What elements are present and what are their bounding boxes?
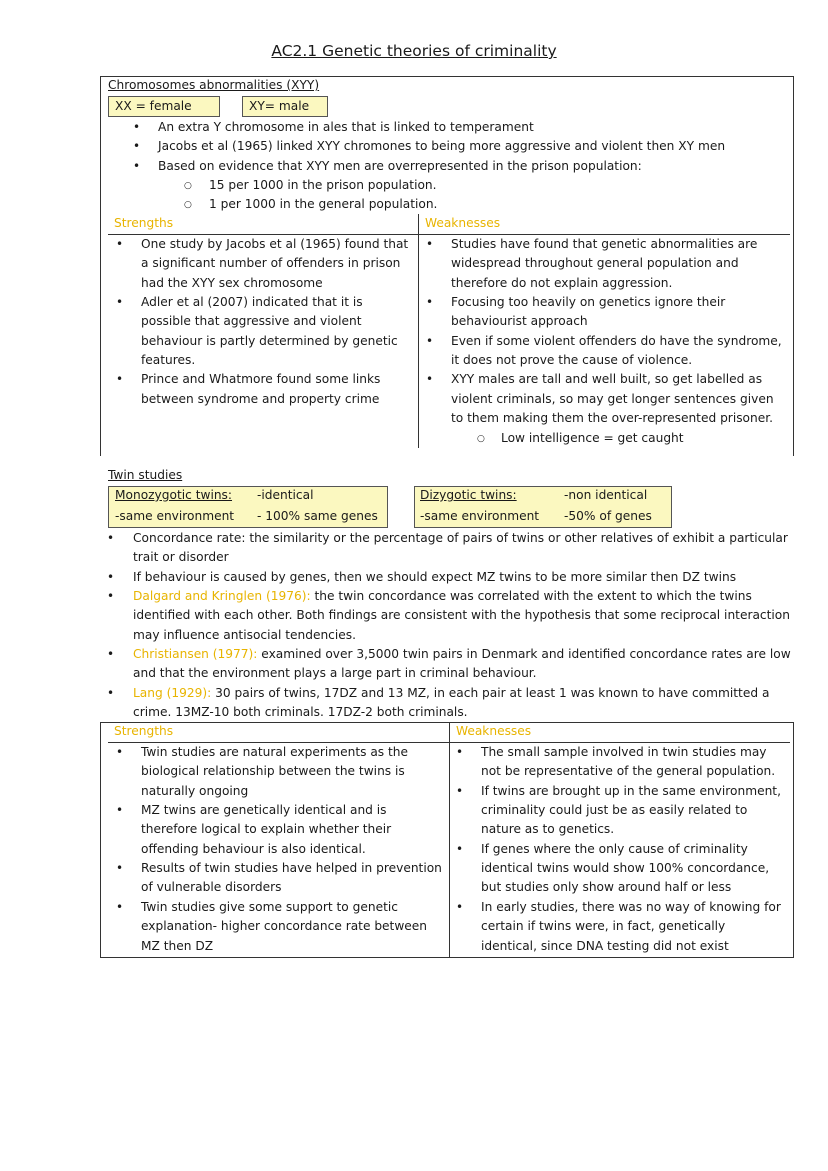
- twin-column-divider: [449, 722, 450, 958]
- twin-strength-line: naturally ongoing: [141, 783, 249, 798]
- mz-label: Monozygotic twins:: [115, 488, 233, 502]
- bullet-icon: •: [116, 861, 124, 876]
- twin-bullet-line: [133, 684, 769, 703]
- mz-type: -identical: [257, 488, 314, 502]
- twin-strength-line: Results of twin studies have helped in prevention: [141, 861, 442, 876]
- xyy-strength-line: had the XYY sex chromosome: [141, 275, 323, 290]
- twin-strength-line: MZ twins are genetically identical and is: [141, 803, 387, 818]
- xyy-weakness-line: violent criminals, so may get longer sentences given: [451, 391, 774, 406]
- xyy-strength-line: between syndrome and property crime: [141, 391, 380, 406]
- twin-strength-line: Twin studies are natural experiments as the: [141, 745, 409, 759]
- bullet-icon: •: [116, 899, 124, 914]
- xyy-weakness-line: Even if some violent offenders do have the syndrome,: [451, 333, 782, 348]
- xyy-strength-line: features.: [141, 353, 196, 368]
- twin-weakness-line: identical twins would show 100% concordance,: [481, 861, 770, 876]
- page-title: AC2.1 Genetic theories of criminality: [271, 42, 557, 60]
- dz-environment: -same environment: [420, 509, 540, 523]
- bullet-icon: •: [133, 158, 141, 173]
- bullet-icon: •: [116, 745, 124, 759]
- twin-bullet-line: [133, 587, 752, 606]
- bullet-icon: •: [107, 531, 115, 545]
- bullet-icon: •: [107, 685, 115, 700]
- twin-weakness-line: identical, since DNA testing did not exist: [481, 938, 729, 953]
- xyy-strength-line: One study by Jacobs et al (1965) found that: [141, 237, 409, 251]
- xyy-sub-bullet: 1 per 1000 in the general population.: [209, 197, 438, 212]
- twin-bullet-line: Concordance rate: the similarity or the percentage of pairs of twins or other relatives of exhibit a particular: [133, 531, 788, 545]
- xyy-heading: Chromosomes abnormalities (XYY): [108, 78, 320, 92]
- study-description: 30 pairs of twins, 17DZ and 13 MZ, in each pair at least 1 was known to have committed a: [211, 685, 770, 700]
- twin-bullet-line: and that the environment plays a large part in criminal behaviour.: [133, 666, 537, 681]
- study-reference: Dalgard and Kringlen (1976):: [133, 589, 311, 604]
- xyy-strength-line: a significant number of offenders in prison: [141, 256, 401, 271]
- twin-weakness-line: If twins are brought up in the same environment,: [481, 783, 781, 798]
- dz-type: -non identical: [564, 488, 648, 502]
- twin-strength-line: biological relationship between the twins is: [141, 764, 405, 779]
- dz-label: Dizygotic twins:: [420, 488, 517, 502]
- xyy-weakness-line: XYY males are tall and well built, so get labelled as: [451, 372, 763, 387]
- mz-genes: - 100% same genes: [257, 509, 378, 523]
- xyy-weakness-line: widespread throughout general population and: [451, 256, 739, 271]
- twin-strength-line: Twin studies give some support to genetic: [141, 899, 398, 914]
- xyy-sub-bullet: 15 per 1000 in the prison population.: [209, 178, 437, 193]
- twin-weakness-line: not be representative of the general population.: [481, 764, 776, 779]
- twin-bullet-line: crime. 13MZ-10 both criminals. 17DZ-2 both criminals.: [133, 705, 468, 720]
- twin-heading: Twin studies: [108, 468, 183, 482]
- bullet-icon: •: [133, 139, 141, 154]
- xyy-weaknesses-label: Weaknesses: [425, 216, 501, 230]
- xx-female-box: XX = female: [108, 96, 220, 117]
- twin-bullet-line: identified with each other. Both findings are consistent with the hypothesis that some reciprocal interaction: [133, 608, 790, 623]
- bullet-icon: •: [116, 295, 124, 310]
- sub-bullet-icon: ○: [184, 200, 192, 211]
- twin-weaknesses-label: Weaknesses: [456, 724, 532, 738]
- xyy-strength-line: Prince and Whatmore found some links: [141, 372, 381, 387]
- twin-weakness-line: certain if twins were, in fact, genetically: [481, 919, 726, 934]
- bullet-icon: •: [426, 237, 434, 251]
- xyy-strengths-label: Strengths: [114, 216, 174, 230]
- xyy-weakness-sub: Low intelligence = get caught: [501, 430, 684, 445]
- xyy-strength-line: behaviour is partly determined by genetic: [141, 333, 398, 348]
- bullet-icon: •: [116, 372, 124, 387]
- twin-strength-line: explanation- higher concordance rate between: [141, 919, 428, 934]
- twin-weakness-line: nature as to genetics.: [481, 822, 615, 837]
- xyy-weakness-line: to them making them the over-represented prisoner.: [451, 411, 773, 426]
- bullet-icon: •: [133, 120, 141, 134]
- xyy-strength-line: possible that aggressive and violent: [141, 314, 362, 329]
- twin-weakness-line: criminality could just be as easily related to: [481, 803, 748, 818]
- sub-bullet-icon: ○: [477, 433, 485, 444]
- bullet-icon: •: [107, 589, 115, 604]
- xy-male-box: XY= male: [242, 96, 328, 117]
- xyy-weakness-line: therefore do not explain aggression.: [451, 275, 673, 290]
- bullet-icon: •: [426, 372, 434, 387]
- twin-weakness-line: The small sample involved in twin studies may: [481, 745, 767, 759]
- study-description: examined over 3,5000 twin pairs in Denmark and identified concordance rates are low: [257, 647, 791, 662]
- xyy-bullet: Based on evidence that XYY men are overrepresented in the prison population:: [158, 158, 642, 173]
- bullet-icon: •: [456, 783, 464, 798]
- bullet-icon: •: [456, 841, 464, 856]
- twin-strength-line: of vulnerable disorders: [141, 880, 282, 895]
- bullet-icon: •: [107, 569, 115, 584]
- study-reference: Christiansen (1977):: [133, 647, 258, 662]
- xyy-weakness-line: it does not prove the cause of violence.: [451, 353, 693, 368]
- xyy-strength-line: Adler et al (2007) indicated that it is: [141, 295, 363, 310]
- xyy-column-divider: [418, 214, 419, 448]
- bullet-icon: •: [426, 333, 434, 348]
- twin-strength-line: therefore logical to explain whether their: [141, 822, 392, 837]
- sub-bullet-icon: ○: [184, 181, 192, 192]
- bullet-icon: •: [116, 803, 124, 818]
- twin-bullet-line: may influence antisocial tendencies.: [133, 627, 356, 642]
- twin-weakness-line: but studies only show around half or less: [481, 880, 732, 895]
- mz-environment: -same environment: [115, 509, 235, 523]
- bullet-icon: •: [116, 237, 124, 251]
- xyy-weakness-line: behaviourist approach: [451, 314, 588, 329]
- twin-weakness-line: In early studies, there was no way of knowing for: [481, 899, 781, 914]
- study-reference: Lang (1929):: [133, 685, 212, 700]
- twin-strength-line: offending behaviour is also identical.: [141, 841, 366, 856]
- bullet-icon: •: [456, 899, 464, 914]
- xyy-weakness-line: Focusing too heavily on genetics ignore their: [451, 295, 726, 310]
- bullet-icon: •: [456, 745, 464, 759]
- xyy-weakness-line: Studies have found that genetic abnormalities are: [451, 237, 758, 251]
- twin-bullet-line: [133, 645, 791, 664]
- twin-weakness-line: If genes where the only cause of criminality: [481, 841, 748, 856]
- bullet-icon: •: [107, 647, 115, 662]
- bullet-icon: •: [426, 295, 434, 310]
- twin-bullet-line: If behaviour is caused by genes, then we should expect MZ twins to be more similar then DZ twins: [133, 569, 737, 584]
- twin-strength-line: MZ then DZ: [141, 938, 214, 953]
- twin-bullet-line: trait or disorder: [133, 550, 229, 565]
- xyy-bullet: Jacobs et al (1965) linked XYY chromones to being more aggressive and violent then XY men: [158, 139, 726, 154]
- xyy-bullet: An extra Y chromosome in ales that is linked to temperament: [158, 120, 534, 134]
- study-description: the twin concordance was correlated with the extent to which the twins: [310, 589, 752, 604]
- twin-strengths-label: Strengths: [114, 724, 174, 738]
- dz-genes: -50% of genes: [564, 509, 652, 523]
